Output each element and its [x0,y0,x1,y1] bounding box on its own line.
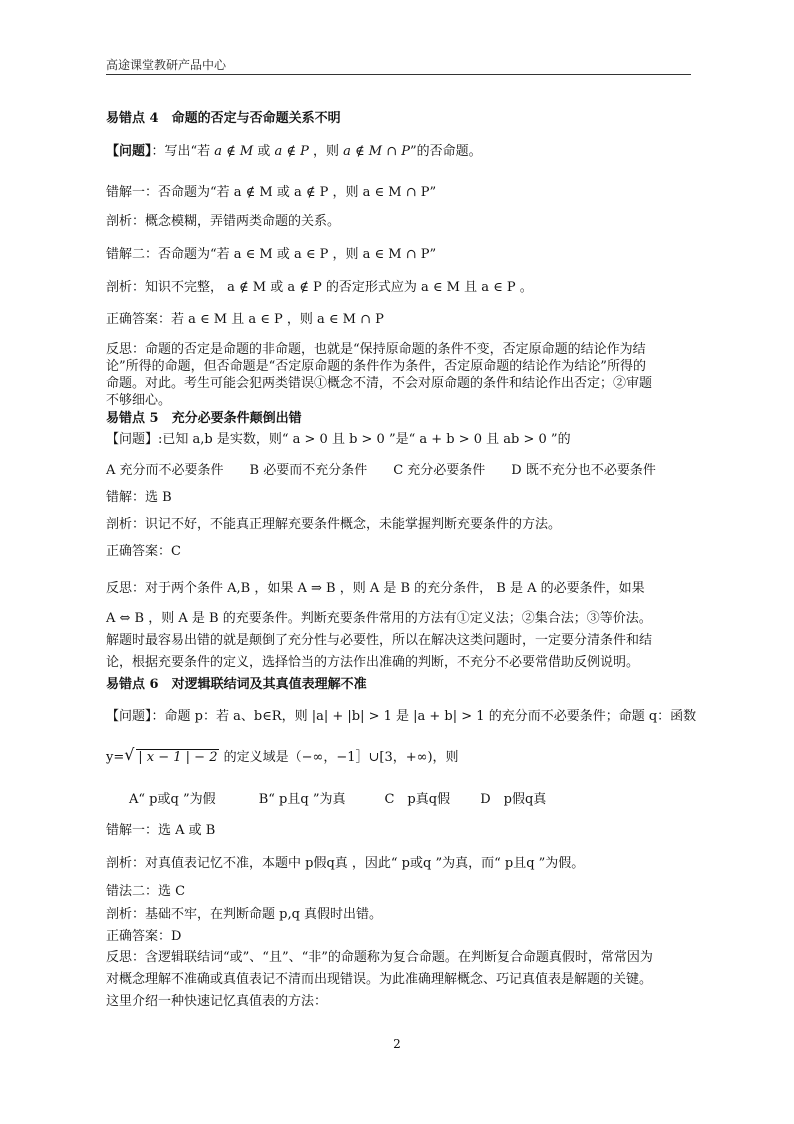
section-4-wrong-answer-1: 错解一：否命题为“若 a ∉ M 或 a ∉ P ，则 a ∈ M ∩ P” [106,185,437,200]
section-4-reflection-line-3: 命题。对此。考生可能会犯两类错误①概念不清，不会对原命题的条件和结论作出否定；②审题 [106,376,653,391]
section-6-reflection-line-2: 对概念理解不准确或真值表记不清而出现错误。为此准确理解概念、巧记真值表是解题的关键。 [106,972,653,987]
square-root [124,749,219,766]
problem-math-b: a ∉ M [214,144,254,159]
section-4-wrong-answer-2: 错解二：否命题为“若 a ∈ M 或 a ∈ P ，则 a ∈ M ∩ P” [106,247,437,262]
function-suffix: 的定义域是（−∞，−1］∪[3，+∞)，则 [219,750,459,765]
section-4-reflection-line-2: 论”所得的命题，但否命题是“否定原命题的条件作为条件，否定原命题的结论作为结论”所得的 [106,359,646,374]
section-5-analysis: 剖析：识记不好，不能真正理解充要条件概念，未能掌握判断充要条件的方法。 [106,517,562,532]
section-5-reflection-line-1: 反思：对于两个条件 A,B ，如果 A ⇒ B ，则 A 是 B 的充分条件， B 是 A 的必要条件，如果 [106,581,645,596]
section-6-reflection-line-3: 这里介绍一种快速记忆真值表的方法： [106,994,328,1009]
function-prefix: y= [106,750,125,765]
section-5-reflection-line-4: 论，根据充要条件的定义，选择恰当的方法作出准确的判断，不充分不必要常借助反例说明。 [106,655,640,670]
section-6-wrong-answer-1: 错解一：选 A 或 B [106,823,216,838]
section-5-problem: 【问题】:已知 a,b 是实数，则“ a > 0 且 b > 0 ”是“ a + b > 0 且 ab > 0 ”的 [106,432,571,447]
section-5-title: 易错点 5 充分必要条件颠倒出错 [106,411,302,426]
section-5-options: A 充分而不必要条件 B 必要而不充分条件 C 充分必要条件 D 既不充分也不必要条件 [106,463,656,478]
problem-text-c: 或 [253,144,275,159]
section-4-title: 易错点 4 命题的否定与否命题关系不明 [106,111,341,126]
page-number: 2 [393,1037,401,1051]
problem-text-a: ：写出“若 [151,144,215,159]
section-4-reflection-line-4: 不够细心。 [106,393,172,408]
problem-label: 【问题】 [106,144,152,159]
problem-text-g: ”的否命题。 [410,144,482,159]
section-5-reflection-line-2: A ⇔ B ，则 A 是 B 的充要条件。判断充要条件常用的方法有①定义法；②集合法；③等价法。 [106,611,652,626]
section-6-analysis-2: 剖析：基础不牢，在判断命题 p,q 真假时出错。 [106,907,383,922]
section-5-reflection-line-3: 解题时最容易出错的就是颠倒了充分性与必要性，所以在解决这类问题时，一定要分清条件和结 [106,633,653,648]
section-4-analysis-1: 剖析：概念模糊，弄错两类命题的关系。 [106,214,341,229]
section-6-options: A“ p或q ”为假 B“ p且q ”为真 C p真q假 D p假q真 [129,792,547,807]
section-6-wrong-answer-2: 错法二：选 C [106,884,186,899]
problem-text-e: ，则 [308,144,344,159]
section-5-correct-answer: 正确答案：C [106,544,181,559]
section-4-reflection-line-1: 反思：命题的否定是命题的非命题，也就是“保持原命题的条件不变，否定原命题的结论作为结 [106,342,646,357]
section-6-function-line [106,749,459,766]
section-6-reflection-line-1: 反思：含逻辑联结词“或”、“且”、“非”的命题称为复合命题。在判断复合命题真假时，常常因为 [106,950,653,965]
section-6-analysis-1: 剖析：对真值表记忆不准，本题中 p假q真 ，因此“ p或q ”为真，而“ p且q ”为假。 [106,856,585,871]
section-6-title: 易错点 6 对逻辑联结词及其真值表理解不准 [106,677,367,692]
problem-math-f: a ∉ M ∩ P [343,144,411,159]
section-5-wrong-answer: 错解：选 B [106,490,172,505]
radicand: | x − 1 | − 2 [138,750,218,765]
page-header: 高途课堂教研产品中心 [106,58,227,72]
header-rule [106,74,691,75]
section-4-analysis-2: 剖析：知识不完整， a ∉ M 或 a ∉ P 的否定形式应为 a ∈ M 且 a ∈ P 。 [106,280,533,295]
problem-math-d: a ∉ P [274,144,309,159]
section-4-problem [106,143,482,160]
section-6-problem: 【问题】：命题 p：若 a、b∈R，则 |a| + |b| > 1 是 |a + b| > 1 的充分而不必要条件；命题 q：函数 [106,709,697,724]
section-6-correct-answer: 正确答案：D [106,929,182,944]
section-4-correct-answer: 正确答案：若 a ∈ M 且 a ∈ P ，则 a ∈ M ∩ P [106,312,384,327]
